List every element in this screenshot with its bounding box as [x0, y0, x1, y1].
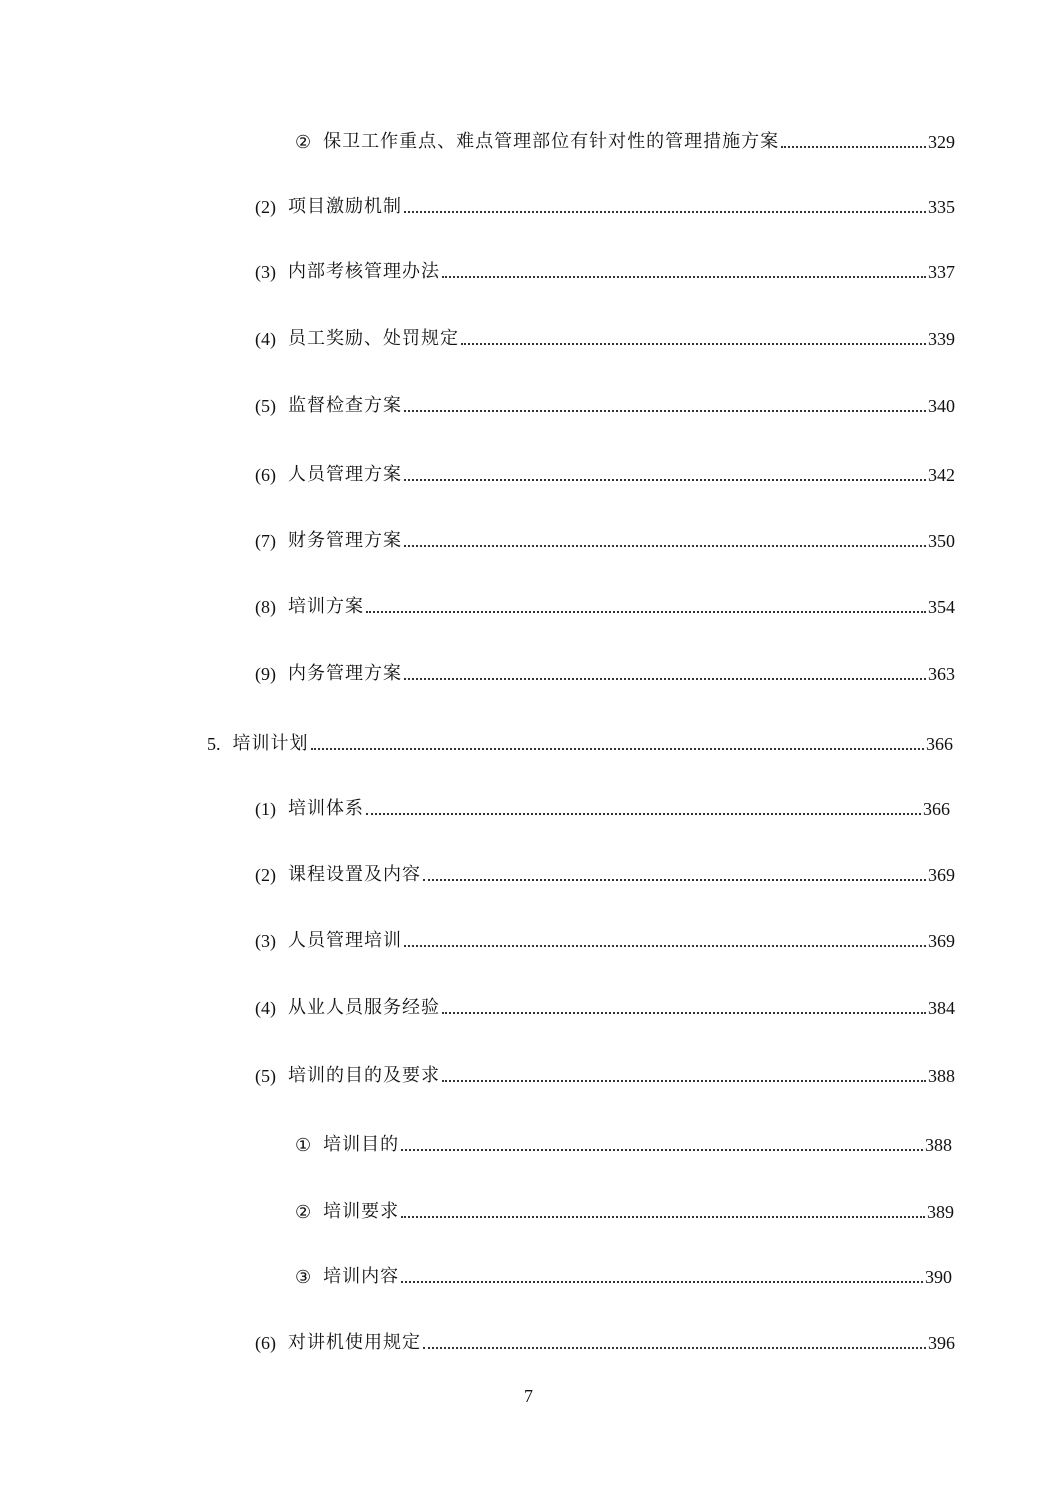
toc-entry-page: 342 [928, 465, 955, 485]
toc-entry[interactable] [255, 863, 955, 887]
toc-entry-title: 人员管理培训 [288, 930, 402, 951]
toc-leader-dots [404, 945, 926, 947]
toc-entry-number: (3) [255, 262, 276, 282]
toc-entry-page: 340 [928, 396, 955, 416]
toc-entry-title: 培训方案 [288, 596, 364, 617]
toc-entry[interactable] [255, 195, 955, 219]
toc-entry-title: 人员管理方案 [288, 464, 402, 485]
toc-leader-dots [404, 211, 926, 213]
toc-entry-page: 350 [928, 531, 955, 551]
toc-leader-dots [404, 545, 926, 547]
toc-leader-dots [401, 1281, 923, 1283]
toc-leader-dots [442, 276, 926, 278]
toc-leader-dots [423, 1347, 926, 1349]
toc-entry[interactable] [295, 1133, 952, 1157]
toc-entry[interactable] [255, 1331, 955, 1355]
toc-entry-number: ② [295, 1202, 312, 1222]
toc-entry[interactable] [255, 797, 950, 821]
toc-entry-title: 从业人员服务经验 [288, 997, 440, 1018]
toc-entry-title: 培训目的 [323, 1134, 400, 1155]
toc-entry-number: ① [295, 1135, 312, 1155]
toc-entry-number: (3) [255, 931, 276, 951]
toc-entry-title: 财务管理方案 [288, 530, 402, 551]
toc-entry[interactable] [295, 130, 955, 154]
toc-leader-dots [401, 1216, 925, 1218]
toc-leader-dots [423, 879, 926, 881]
toc-entry-page: 339 [928, 329, 955, 349]
toc-entry[interactable] [255, 327, 955, 351]
toc-entry[interactable] [207, 732, 953, 756]
toc-leader-dots [311, 748, 925, 750]
toc-entry[interactable] [255, 529, 955, 553]
toc-entry-title: 对讲机使用规定 [288, 1332, 421, 1353]
toc-entry-number: (5) [255, 396, 276, 416]
toc-entry-page: 388 [928, 1066, 955, 1086]
toc-leader-dots [442, 1012, 926, 1014]
toc-entry-page: 366 [926, 734, 953, 754]
toc-leader-dots [404, 410, 926, 412]
toc-entry-number: (1) [255, 799, 276, 819]
toc-entry-page: 369 [928, 931, 955, 951]
toc-entry-title: 课程设置及内容 [288, 864, 421, 885]
toc-entry[interactable] [255, 662, 955, 686]
toc-entry-title: 培训体系 [288, 798, 364, 819]
toc-entry-number: 5. [207, 734, 221, 754]
toc-leader-dots [404, 479, 926, 481]
toc-entry-number: (6) [255, 1333, 276, 1353]
toc-entry-title: 内部考核管理办法 [288, 261, 440, 282]
toc-entry[interactable] [255, 929, 955, 953]
toc-entry[interactable] [255, 260, 955, 284]
toc-entry-page: 390 [925, 1267, 952, 1287]
toc-entry-number: (6) [255, 465, 276, 485]
toc-entry[interactable] [295, 1265, 952, 1289]
toc-entry[interactable] [295, 1200, 954, 1224]
toc-entry-number: (5) [255, 1066, 276, 1086]
toc-entry-page: 384 [928, 998, 955, 1018]
toc-entry-number: ③ [295, 1267, 312, 1287]
toc-entry-page: 366 [923, 799, 950, 819]
toc-entry[interactable] [255, 595, 955, 619]
toc-entry-title: 培训计划 [232, 733, 309, 754]
toc-entry-number: (4) [255, 329, 276, 349]
toc-entry-page: 329 [928, 132, 955, 152]
toc-entry-title: 保卫工作重点、难点管理部位有针对性的管理措施方案 [323, 131, 780, 152]
toc-entry-number: (4) [255, 998, 276, 1018]
toc-entry-number: (7) [255, 531, 276, 551]
toc-leader-dots [366, 813, 921, 815]
toc-entry-page: 335 [928, 197, 955, 217]
toc-entry-page: 389 [927, 1202, 954, 1222]
toc-entry-page: 388 [925, 1135, 952, 1155]
toc-entry-number: (8) [255, 597, 276, 617]
toc-entry[interactable] [255, 996, 955, 1020]
toc-leader-dots [404, 678, 926, 680]
toc-entry-title: 培训要求 [323, 1201, 400, 1222]
page-number: 7 [524, 1386, 533, 1406]
toc-entry-number: (2) [255, 865, 276, 885]
toc-entry-title: 监督检查方案 [288, 395, 402, 416]
toc-entry-title: 内务管理方案 [288, 663, 402, 684]
toc-entry[interactable] [255, 1064, 955, 1088]
toc-entry-title: 培训内容 [323, 1266, 400, 1287]
toc-entry-page: 396 [928, 1333, 955, 1353]
toc-entry-number: (9) [255, 664, 276, 684]
toc-leader-dots [781, 146, 926, 148]
toc-leader-dots [461, 343, 926, 345]
toc-entry-title: 项目激励机制 [288, 196, 402, 217]
toc-entry[interactable] [255, 394, 955, 418]
toc-entry-page: 363 [928, 664, 955, 684]
toc-leader-dots [401, 1149, 923, 1151]
toc-entry-title: 培训的目的及要求 [288, 1065, 440, 1086]
toc-entry-number: ② [295, 132, 312, 152]
toc-entry-number: (2) [255, 197, 276, 217]
toc-leader-dots [442, 1080, 926, 1082]
toc-entry-page: 354 [928, 597, 955, 617]
toc-entry-page: 369 [928, 865, 955, 885]
toc-entry[interactable] [255, 463, 955, 487]
toc-entry-page: 337 [928, 262, 955, 282]
toc-entry-title: 员工奖励、处罚规定 [288, 328, 459, 349]
toc-leader-dots [366, 611, 926, 613]
